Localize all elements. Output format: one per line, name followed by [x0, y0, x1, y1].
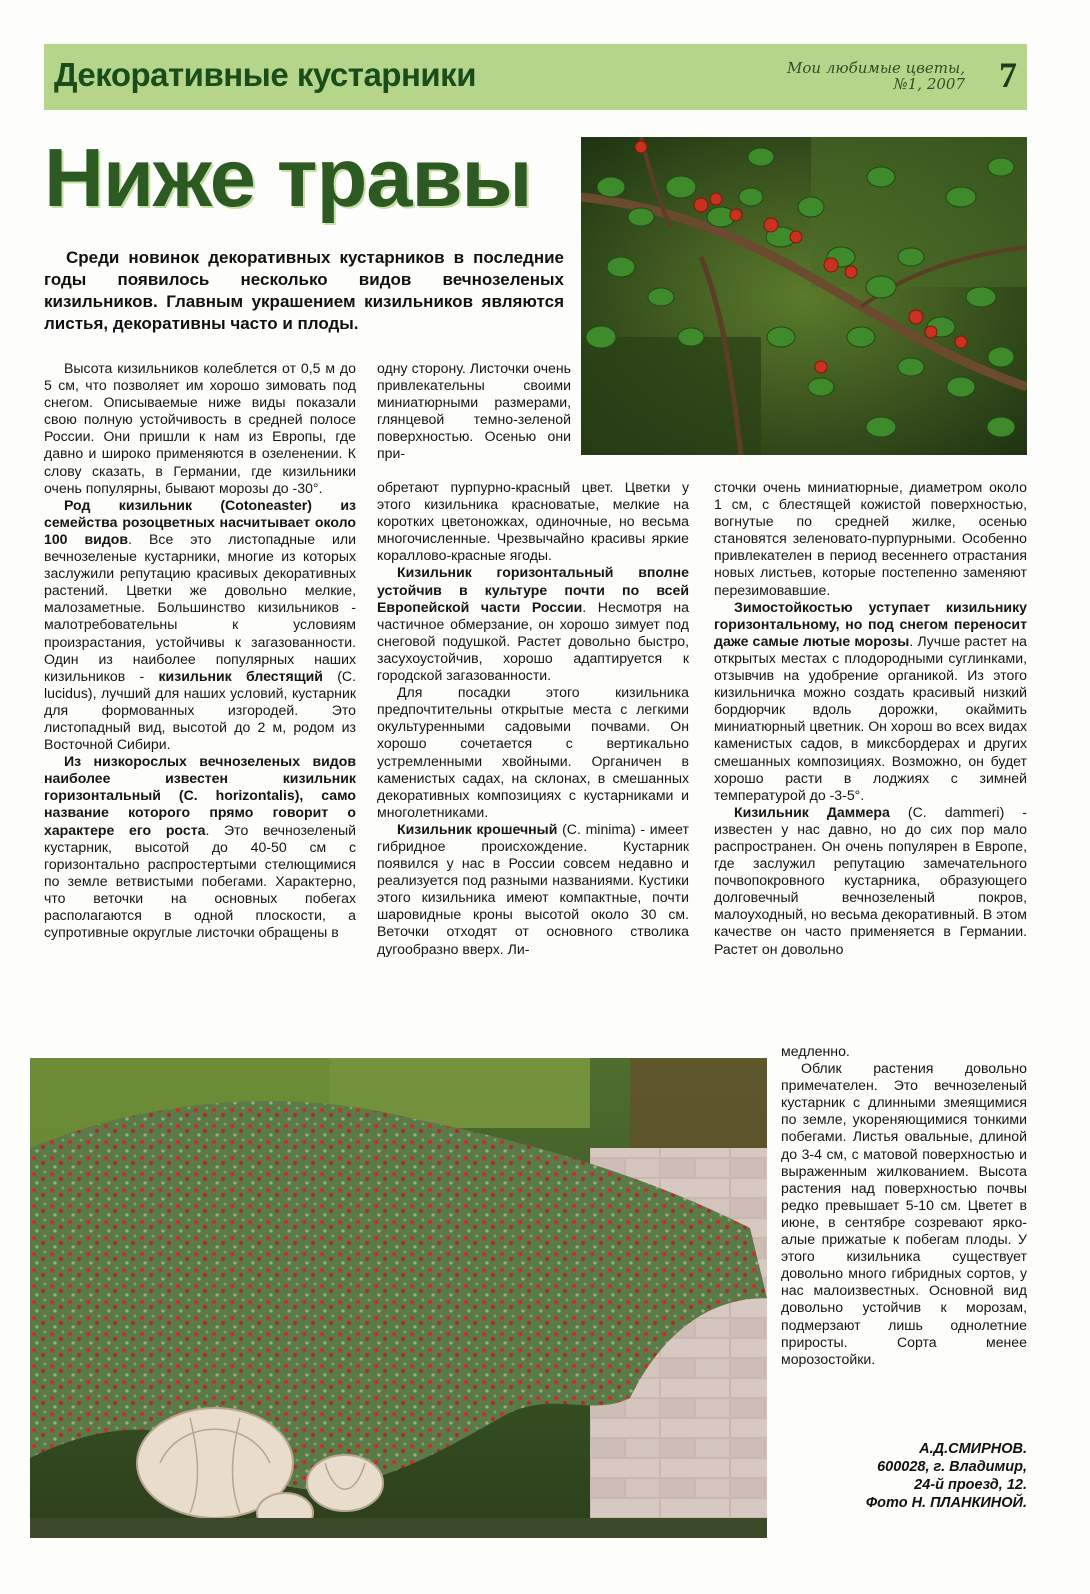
magazine-name: Мои любимые цветы, [787, 59, 965, 77]
paragraph: Для посадки этого кизильника предпочтительны открытые места с легкими окультуренными садовыми почвами. Он хорошо сочетается с вертикально устремленными хвойными. Органичен в каменистых садах, на склонах, в смешанных декоративных композициях с кустарниками и многолетниками. [377, 684, 689, 820]
garden-illustration [30, 1058, 767, 1538]
paragraph: Кизильник горизонтальный вполне устойчив в культуре почти по всей Европейской части России. Несмотря на частичное обмерзание, он хорошо зимует под снеговой подушкой. Растет довольно быстро, засухоустойчив, хорошо адаптируется к городской загазованности. [377, 564, 689, 684]
paragraph: одну сторону. Листочки очень привлекательны своими миниатюрными размерами, глянцевой темно-зеленой поверхностью. Осенью они при- [377, 360, 571, 462]
section-title: Декоративные кустарники [54, 56, 476, 93]
paragraph: Кизильник Даммера (C. dammeri) - известен у нас давно, но до сих пор мало распространен. Он очень популярен в Европе, где заслужил репутацию замечательного почвопокровного кустарника, образующего долговечный вечнозеленый покров, малоуходный, но весьма декоративный. В этом качестве он часто применяется в Германии. Растет он довольно [714, 803, 1027, 957]
paragraph: Род кизильник (Cotoneaster) из семейства розоцветных насчитывает около 100 видов. Все это листопадные или вечнозеленые кустарники, многие из которых заслужили репутацию красивых декоративных растений. Цветки же довольно мелкие, малозаметные. Большинство кизильников - малотребовательны к условиям произрастания, устойчивы к загазованности. Один из наиболее популярных наших кизильников - кизильник блестящий (C. lucidus), лучший для наших условий, кустарник для формованных изгородей. Это листопадный вид, высотой до 2 м, родом из Восточной Сибири. [44, 496, 357, 753]
author-address: 600028, г. Владимир, [877, 1459, 1027, 1475]
article-column-4 [781, 1043, 1027, 1368]
article-lead: Среди новинок декоративных кустарников в последние годы появилось несколько видов вечнозеленых кизильников. Главным украшением кизильников являются листья, декоративны часто и плоды. [44, 248, 564, 333]
paragraph: Из низкорослых вечнозеленых видов наиболее известен кизильник горизонтальный (C. horizontalis), само название которого прямо говорит о характере его роста. Это вечнозеленый кустарник, высотой до 40-50 см с горизонтально распростертыми стелющимися по земле ветвистыми побегами. Характерно, что веточки на основных побегах располагаются в одной плоскости, а супротивные округлые листочки обращены в [44, 753, 356, 941]
magazine-info [765, 60, 965, 92]
article-column-2 [377, 479, 689, 958]
author-name: А.Д.СМИРНОВ. [919, 1441, 1027, 1457]
article-headline: Ниже травы [44, 131, 532, 224]
branch-illustration [581, 137, 1027, 455]
photo-credit: Фото Н. ПЛАНКИНОЙ. [865, 1495, 1027, 1511]
cotoneaster-garden-photo [30, 1058, 767, 1538]
cotoneaster-branch-photo [581, 137, 1027, 455]
issue-number: №1, 2007 [893, 75, 965, 93]
paragraph: Зимостойкостью уступает кизильнику горизонтальному, но под снегом переносит даже самые лютые морозы. Лучше растет на открытых местах с плодородными суглинками, отзывчив на удобрение органикой. Из этого кизильничка можно создать красивый низкий бордюрчик вдоль дорожки, окаймить миниатюрный цветник. Он хорош во всех видах каменистых садов, в миксбордерах и других смешанных композициях. Возможно, он будет хорошо расти в лоджиях с зимней температурой до -3-5°. [714, 598, 1027, 803]
article-column-2-top [377, 360, 571, 463]
paragraph: сточки очень миниатюрные, диаметром около 1 см, с блестящей кожистой поверхностью, вогнутые по средней жилке, осенью становятся зеленовато-пурпурными. Особенно привлекателен в период весеннего отрастания новых листьев, которые постепенно заменяют перезимовавшие. [714, 479, 1027, 598]
paragraph: Кизильник крошечный (C. minima) - имеет гибридное происхождение. Кустарник появился у нас в России совсем недавно и реализуется под разными названиями. Кустики этого кизильника имеют компактные, почти шаровидные кроны высотой около 30 см. Веточки отходят от основного стволика дугообразно вверх. Ли- [377, 820, 689, 957]
article-column-1 [44, 360, 356, 941]
paragraph: Высота кизильников колеблется от 0,5 м до 5 см, что позволяет им хорошо зимовать под снегом. Описываемые ниже виды показали свою полную устойчивость в средней полосе России. Они пришли к нам из Европы, где давно и широко применяются в озеленении. К слову сказать, в Германии, где кизильники очень популярны, бывают морозы до -30°. [44, 360, 356, 496]
page-number: 7 [999, 55, 1017, 95]
author-address-street: 24-й проезд, 12. [914, 1477, 1027, 1493]
paragraph: обретают пурпурно-красный цвет. Цветки у этого кизильника красноватые, мелкие на коротких цветоножках, одиночные, но весьма многочисленные. Чрезвычайно красивы яркие кораллово-красные ягоды. [377, 479, 689, 564]
article-signature [781, 1440, 1027, 1512]
section-header [44, 44, 1027, 110]
article-column-3 [714, 479, 1027, 958]
paragraph: медленно. [781, 1043, 850, 1059]
paragraph: Облик растения довольно примечателен. Это вечнозеленый кустарник с длинными змеящимися по земле, укореняющимися тонкими побегами. Листья овальные, длиной до 3-4 см, с матовой поверхностью и выраженным жилкованием. Высота растения над поверхностью почвы редко превышает 5-10 см. Цветет в июне, в сентябре созревают ярко-алые прижатые к побегам плоды. У этого кизильника существует довольно много гибридных сортов, у нас малоизвестных. Основной вид довольно устойчив к морозам, подмерзают лишь однолетние приросты. Сорта менее морозостойки. [781, 1060, 1027, 1367]
